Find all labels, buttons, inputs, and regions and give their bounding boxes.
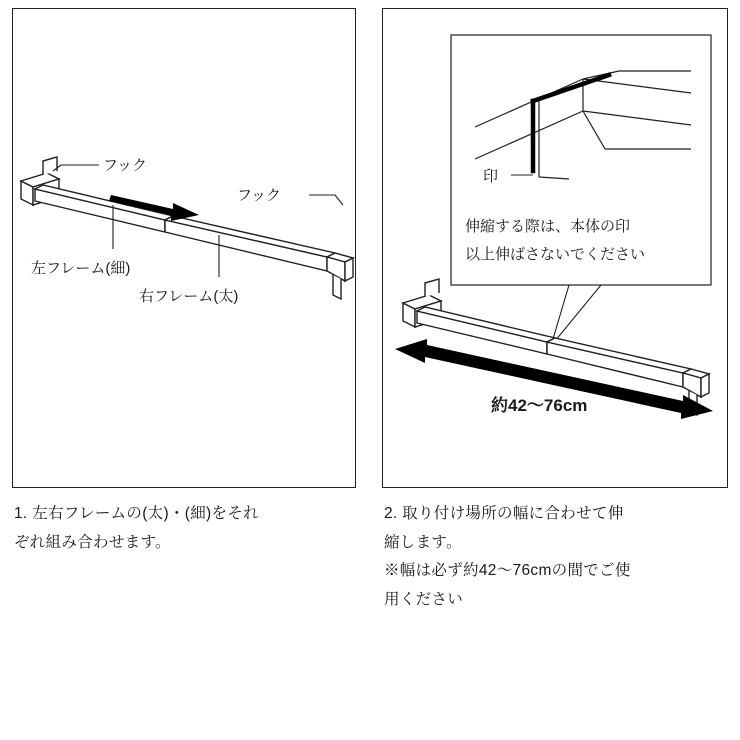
step1-caption xyxy=(14,500,354,557)
callout-note-line1: 伸縮する際は、本体の印 xyxy=(465,218,631,235)
step2-caption-line2: 縮します。 xyxy=(384,533,462,551)
step1-drawing xyxy=(13,9,355,487)
step2-diagram-panel xyxy=(382,8,728,488)
label-dimension: 約42～76cm xyxy=(491,396,588,415)
step2-caption-line1: 2. 取り付け場所の幅に合わせて伸 xyxy=(384,505,624,522)
step2-caption xyxy=(384,500,728,615)
step1-caption-line2: ぞれ組み合わせます。 xyxy=(14,533,171,551)
callout-pointer xyxy=(553,285,601,341)
callout-box xyxy=(451,35,711,285)
callout-note-line2: 以上伸ばさないでください xyxy=(465,246,646,263)
step1-caption-line1: 1. 左右フレームの(太)・(細)をそれ xyxy=(14,505,259,522)
step1-diagram-panel xyxy=(12,8,356,488)
label-hook-top: フック xyxy=(103,157,147,174)
label-mark: 印 xyxy=(483,168,499,185)
step2-caption-line3: ※幅は必ず約42～76cmの間でご使 xyxy=(384,562,631,580)
step2-drawing xyxy=(383,9,727,487)
step2-caption-line4: 用ください xyxy=(384,591,464,609)
label-right-frame: 右フレーム(太) xyxy=(139,288,239,305)
label-left-frame: 左フレーム(細) xyxy=(31,260,131,277)
label-hook-right: フック xyxy=(237,187,281,204)
